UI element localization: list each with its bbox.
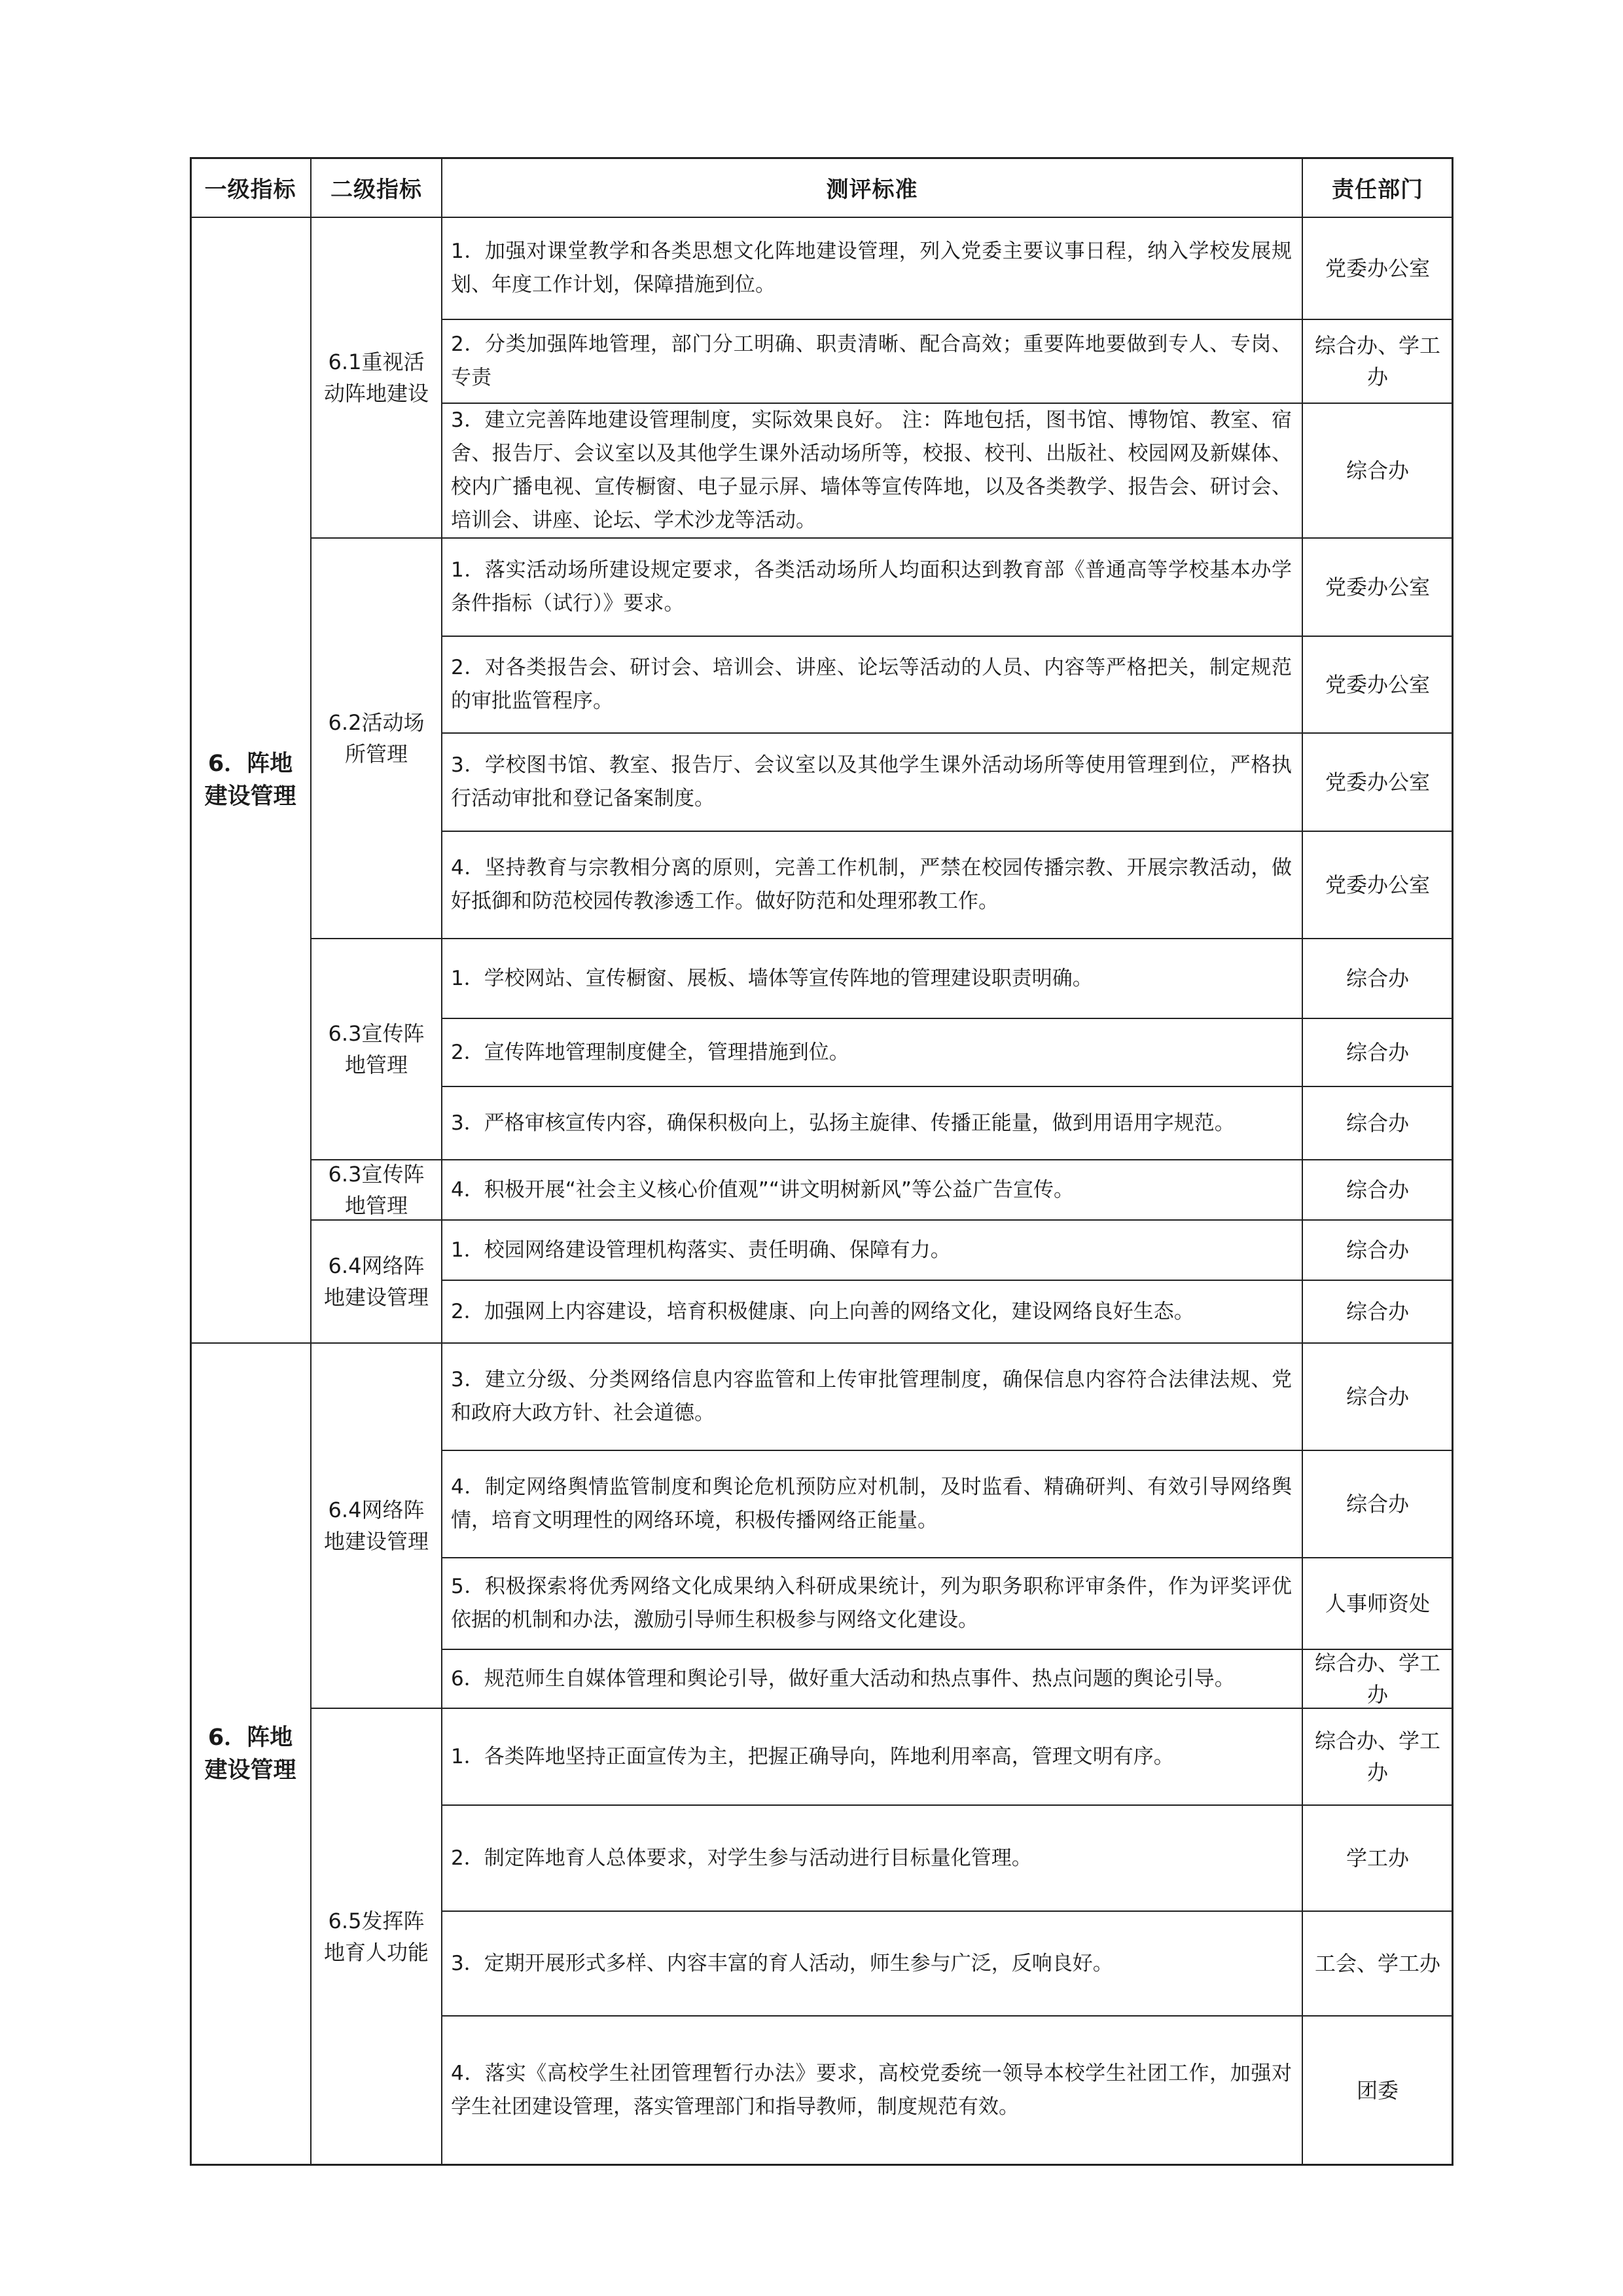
table-border — [1302, 157, 1303, 2166]
table-border — [1452, 157, 1454, 2166]
criteria-cell: 5．积极探索将优秀网络文化成果纳入科研成果统计，列为职务职称评审条件，作为评奖评优依据的机制和办法，激励引导师生积极参与网络文化建设。 — [451, 1575, 1292, 1632]
table-border — [441, 1086, 1454, 1087]
criteria-cell: 1．学校网站、宣传橱窗、展板、墙体等宣传阵地的管理建设职责明确。 — [451, 966, 1093, 990]
header-dept: 责任部门 — [1332, 176, 1423, 203]
level2-cell: 6.3宣传阵地管理 — [328, 1021, 425, 1077]
criteria-cell: 1．校园网络建设管理机构落实、责任明确、保障有力。 — [451, 1238, 951, 1262]
header-level1: 一级指标 — [204, 176, 296, 203]
criteria-cell: 6．规范师生自媒体管理和舆论引导，做好重大活动和热点事件、热点问题的舆论引导。 — [451, 1666, 1235, 1691]
table-border — [190, 2164, 1454, 2166]
dept-cell: 党委办公室 — [1325, 672, 1430, 697]
criteria-cell: 3．严格审核宣传内容，确保积极向上，弘扬主旋律、传播正能量，做到用语用字规范。 — [451, 1111, 1235, 1135]
dept-cell: 综合办 — [1346, 1111, 1409, 1136]
table-border — [190, 157, 1454, 159]
table-border — [441, 831, 1454, 832]
table-border — [441, 1557, 1454, 1558]
table-border — [190, 1342, 1454, 1344]
criteria-cell: 4．积极开展“社会主义核心价值观”“讲文明树新风”等公益广告宣传。 — [451, 1177, 1074, 1202]
dept-cell: 党委办公室 — [1325, 872, 1430, 897]
level2-cell: 6.4网络阵地建设管理 — [323, 1498, 429, 1554]
table-border — [310, 938, 1454, 939]
table-border — [441, 732, 1454, 734]
criteria-cell: 3．建立分级、分类网络信息内容监管和上传审批管理制度，确保信息内容符合法律法规、党和政府大政方针、社会道德。 — [451, 1368, 1292, 1425]
dept-cell: 党委办公室 — [1325, 770, 1430, 795]
level2-cell: 6.4网络阵地建设管理 — [323, 1253, 429, 1310]
dept-cell: 综合办、学工办 — [1314, 1651, 1440, 1707]
table-border — [441, 1450, 1454, 1451]
dept-cell: 综合办、学工办 — [1314, 333, 1440, 389]
criteria-cell: 3．学校图书馆、教室、报告厅、会议室以及其他学生课外活动场所等使用管理到位，严格执行活动审批和登记备案制度。 — [451, 753, 1292, 810]
table-border — [441, 403, 1454, 404]
table-border — [441, 1910, 1454, 1912]
dept-cell: 人事师资处 — [1325, 1591, 1430, 1616]
header-criteria: 测评标准 — [826, 176, 918, 203]
dept-cell: 综合办、学工办 — [1314, 1729, 1440, 1785]
dept-cell: 综合办 — [1346, 1492, 1409, 1516]
dept-cell: 学工办 — [1346, 1846, 1409, 1871]
dept-cell: 综合办 — [1346, 1040, 1409, 1065]
dept-cell: 党委办公室 — [1325, 256, 1430, 281]
criteria-cell: 2．分类加强阵地管理，部门分工明确、职责清晰、配合高效；重要阵地要做到专人、专岗、专责 — [451, 332, 1292, 389]
criteria-cell: 3．建立完善阵地建设管理制度，实际效果良好。 注：阵地包括，图书馆、博物馆、教室、宿舍、报告厅、会议室以及其他学生课外活动场所等，校报、校刊、出版社、校园网及新媒体、校内广播电视、宣传橱窗、电子显示屏、墙体等宣传阵地，以及各类教学、报告会、研讨会、培训会、讲座、论坛、学术沙龙等活动。 — [451, 408, 1292, 532]
table-border — [310, 1708, 1454, 1709]
level1-cell: 6．阵地建设管理 — [204, 1725, 296, 1784]
header-level2: 二级指标 — [330, 176, 422, 203]
table-border — [441, 157, 442, 2166]
criteria-cell: 4．制定网络舆情监管制度和舆论危机预防应对机制，及时监看、精确研判、有效引导网络舆情，培育文明理性的网络环境，积极传播网络正能量。 — [451, 1475, 1292, 1532]
dept-cell: 团委 — [1356, 2078, 1399, 2103]
table-border — [441, 1280, 1454, 1281]
dept-cell: 工会、学工办 — [1314, 1951, 1440, 1976]
dept-cell: 综合办 — [1346, 1299, 1409, 1324]
level2-cell: 6.2活动场所管理 — [328, 710, 425, 766]
table-border — [310, 1159, 1454, 1160]
criteria-cell: 1．各类阵地坚持正面宣传为主，把握正确导向，阵地利用率高，管理文明有序。 — [451, 1744, 1174, 1768]
criteria-cell: 3．定期开展形式多样、内容丰富的育人活动，师生参与广泛，反响良好。 — [451, 1951, 1113, 1975]
dept-cell: 党委办公室 — [1325, 575, 1430, 600]
criteria-cell: 2．宣传阵地管理制度健全，管理措施到位。 — [451, 1040, 849, 1064]
criteria-cell: 1．落实活动场所建设规定要求，各类活动场所人均面积达到教育部《普通高等学校基本办学条件指标（试行）》要求。 — [451, 558, 1292, 615]
level2-cell: 6.1重视活动阵地建设 — [323, 350, 429, 406]
level2-cell: 6.5发挥阵地育人功能 — [323, 1909, 429, 1965]
table-border — [310, 1219, 1454, 1221]
table-border — [310, 537, 1454, 539]
table-border — [441, 1804, 1454, 1806]
table-border — [310, 157, 312, 2166]
table-border — [441, 2015, 1454, 2017]
criteria-cell: 2．加强网上内容建设，培育积极健康、向上向善的网络文化，建设网络良好生态。 — [451, 1299, 1194, 1323]
table-border — [190, 217, 1454, 218]
criteria-cell: 1．加强对课堂教学和各类思想文化阵地建设管理，列入党委主要议事日程，纳入学校发展规划、年度工作计划，保障措施到位。 — [451, 240, 1292, 296]
criteria-cell: 4．落实《高校学生社团管理暂行办法》要求，高校党委统一领导本校学生社团工作，加强对学生社团建设管理，落实管理部门和指导教师，制度规范有效。 — [451, 2062, 1292, 2119]
dept-cell: 综合办 — [1346, 1238, 1409, 1263]
table-border — [441, 1018, 1454, 1019]
table-border — [190, 157, 192, 2166]
level2-cell: 6.3宣传阵地管理 — [328, 1162, 425, 1218]
table-border — [441, 636, 1454, 637]
table-border — [441, 319, 1454, 320]
criteria-cell: 2．对各类报告会、研讨会、培训会、讲座、论坛等活动的人员、内容等严格把关，制定规范的审批监管程序。 — [451, 656, 1292, 713]
dept-cell: 综合办 — [1346, 458, 1409, 483]
dept-cell: 综合办 — [1346, 1177, 1409, 1202]
dept-cell: 综合办 — [1346, 966, 1409, 991]
criteria-cell: 4．坚持教育与宗教相分离的原则，完善工作机制，严禁在校园传播宗教、开展宗教活动，做好抵御和防范校园传教渗透工作。做好防范和处理邪教工作。 — [451, 856, 1292, 913]
criteria-cell: 2．制定阵地育人总体要求，对学生参与活动进行目标量化管理。 — [451, 1846, 1032, 1870]
table-border — [441, 1649, 1454, 1650]
level1-cell: 6．阵地建设管理 — [204, 751, 296, 810]
dept-cell: 综合办 — [1346, 1384, 1409, 1409]
